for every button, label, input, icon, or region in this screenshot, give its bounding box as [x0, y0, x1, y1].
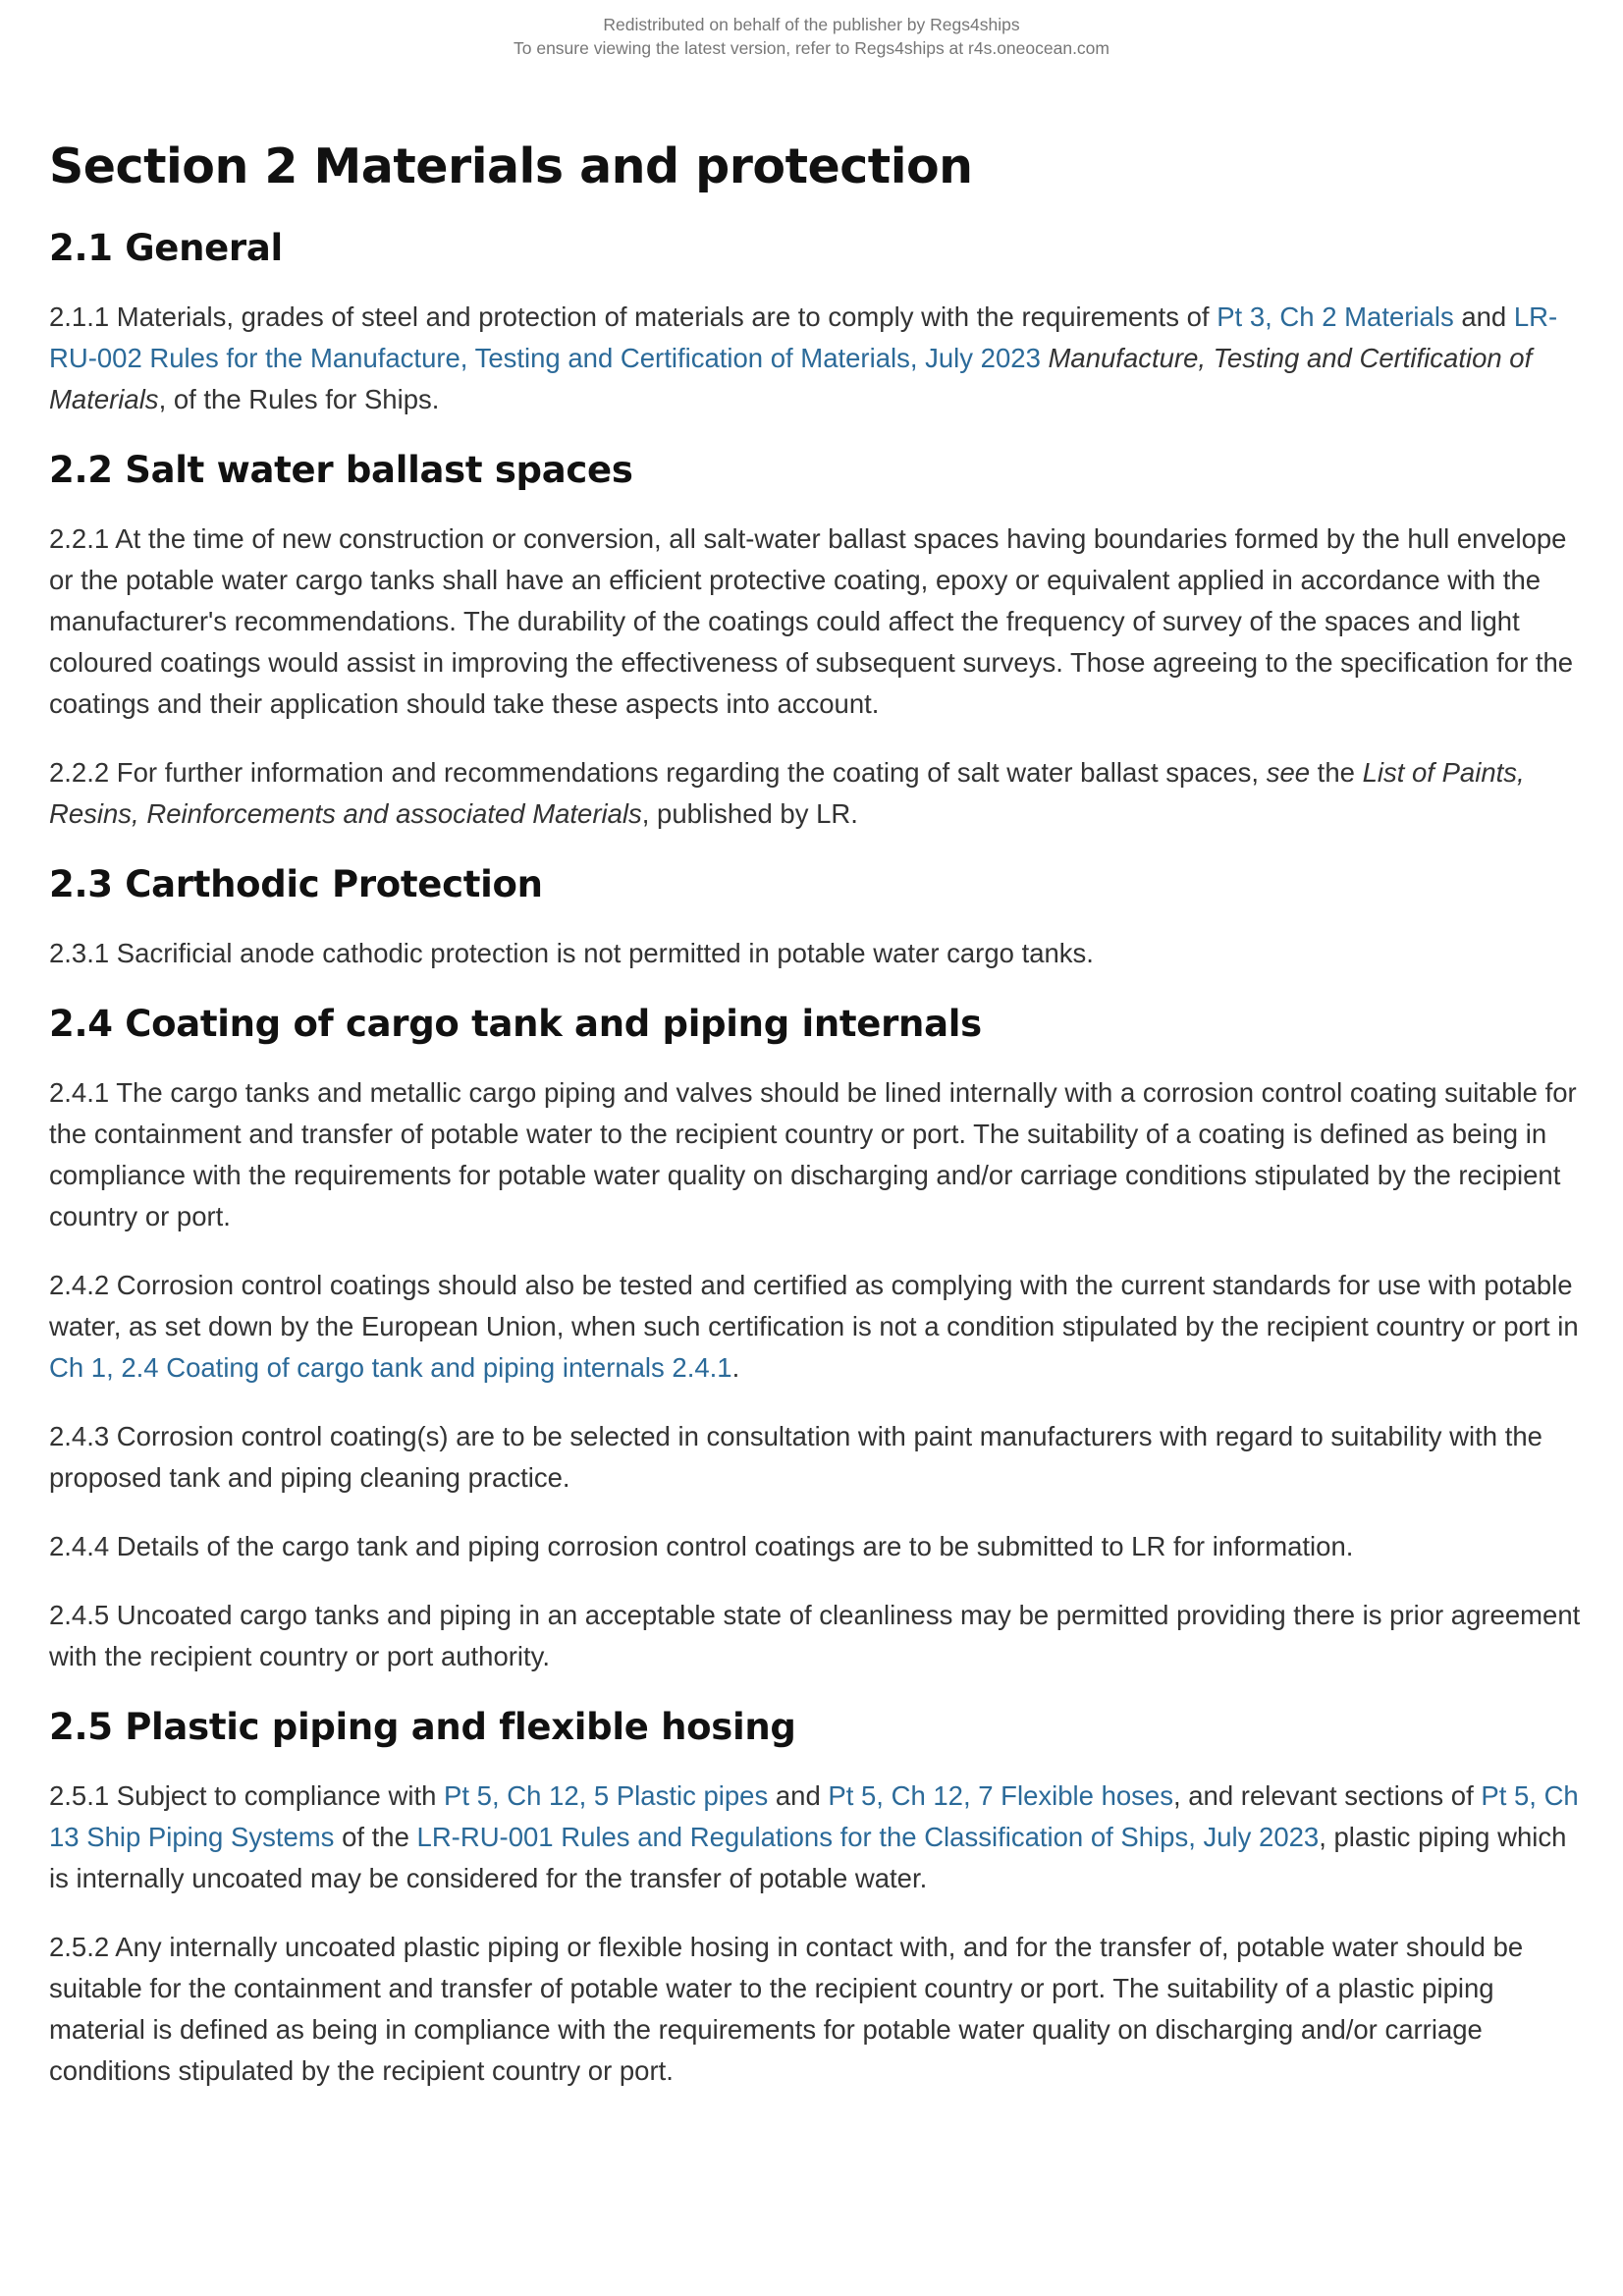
paragraph-2-2-1: 2.2.1 At the time of new construction or conversion, all salt-water ballast spaces having boundaries formed by the hull envelope or the potable water cargo tanks shall have an efficient protective coating, epoxy or equivalent applied in accordance with the manufacturer's recommendations. The durability of the coatings could affect the frequency of survey of the spaces and light coloured coatings would assist in improving the effectiveness of subsequent surveys. Those agreeing to the specification for the coatings and their application should take these aspects into account.: [49, 523, 1574, 719]
paragraph-2-4-4: 2.4.4 Details of the cargo tank and piping corrosion control coatings are to be submitted to LR for information.: [49, 1531, 1354, 1561]
heading-2-3: 2.3 Carthodic Protection: [49, 863, 543, 905]
text: , published by LR.: [641, 798, 858, 829]
link-ship-piping-systems[interactable]: Pt 5, Ch 13 Ship Piping Systems: [49, 1780, 1579, 1852]
paragraph-2-2-2: [49, 752, 1586, 835]
text: of the: [334, 1822, 417, 1852]
link-plastic-pipes[interactable]: Pt 5, Ch 12, 5 Plastic pipes: [444, 1780, 769, 1811]
link-lr-ru-001[interactable]: LR-RU-001 Rules and Regulations for the Classification of Ships, July 2023: [416, 1822, 1320, 1852]
text: , and relevant sections of: [1172, 1780, 1482, 1811]
heading-2-1: 2.1 General: [49, 227, 283, 269]
link-lr-ru-002[interactable]: LR-RU-002 Rules for the Manufacture, Testing and Certification of Materials, July 2023: [49, 301, 1558, 373]
heading-2-5: 2.5 Plastic piping and flexible hosing: [49, 1706, 796, 1748]
text: the: [1310, 757, 1363, 788]
text: 2.2.2 For further information and recommendations regarding the coating of salt water ballast spaces,: [49, 757, 1267, 788]
link-flexible-hoses[interactable]: Pt 5, Ch 12, 7 Flexible hoses: [828, 1780, 1173, 1811]
paragraph-2-4-2: [49, 1265, 1586, 1389]
paragraph-2-4-5: 2.4.5 Uncoated cargo tanks and piping in an acceptable state of cleanliness may be permitted providing there is prior agreement with the recipient country or port authority.: [49, 1600, 1581, 1671]
paragraph-2-4-3: 2.4.3 Corrosion control coating(s) are to be selected in consultation with paint manufacturers with regard to suitability with the proposed tank and piping cleaning practice.: [49, 1421, 1542, 1493]
banner-line-2: To ensure viewing the latest version, refer to Regs4ships at r4s.oneocean.com: [514, 38, 1109, 58]
emphasis-text: Manufacture, Testing and Certification of Materials: [49, 343, 1533, 414]
text: 2.1.1 Materials, grades of steel and protection of materials are to comply with the requirements of: [49, 301, 1217, 332]
heading-2-4: 2.4 Coating of cargo tank and piping internals: [49, 1003, 982, 1045]
link-pt3-ch2-materials[interactable]: Pt 3, Ch 2 Materials: [1217, 301, 1454, 332]
text: 2.4.2 Corrosion control coatings should also be tested and certified as complying with the current standards for use with potable water, as set down by the European Union, when such certification is not a condition stipulated by the recipient country or port in: [49, 1270, 1579, 1341]
redistribution-banner: [0, 13, 1623, 60]
link-ch1-2-4-1[interactable]: Ch 1, 2.4 Coating of cargo tank and piping internals 2.4.1: [49, 1352, 732, 1383]
text: , plastic piping which is internally uncoated may be considered for the transfer of potable water.: [49, 1822, 1567, 1893]
document-content: [49, 137, 1586, 2119]
emphasis-text: List of Paints, Resins, Reinforcements and associated Materials: [49, 757, 1525, 829]
text: , of the Rules for Ships.: [158, 384, 440, 414]
text: and: [768, 1780, 829, 1811]
text: [1041, 343, 1049, 373]
text: 2.5.1 Subject to compliance with: [49, 1780, 445, 1811]
paragraph-2-5-1: [49, 1776, 1586, 1899]
page-title: Section 2 Materials and protection: [49, 138, 973, 194]
paragraph-2-3-1: 2.3.1 Sacrificial anode cathodic protection is not permitted in potable water cargo tanks.: [49, 938, 1094, 968]
banner-line-1: Redistributed on behalf of the publisher by Regs4ships: [603, 15, 1020, 34]
paragraph-2-1-1: [49, 297, 1586, 420]
paragraph-2-4-1: 2.4.1 The cargo tanks and metallic cargo piping and valves should be lined internally with a corrosion control coating suitable for the containment and transfer of potable water to the recipient country or port. The suitability of a coating is defined as being in compliance with the requirements for potable water quality on discharging and/or carriage conditions stipulated by the recipient country or port.: [49, 1077, 1577, 1231]
emphasis-text: see: [1266, 757, 1311, 788]
paragraph-2-5-2: 2.5.2 Any internally uncoated plastic piping or flexible hosing in contact with, and for the transfer of, potable water should be suitable for the containment and transfer of potable water to the recipient country or port. The suitability of a plastic piping material is defined as being in compliance with the requirements for potable water quality on discharging and/or carriage conditions stipulated by the recipient country or port.: [49, 1932, 1524, 2086]
text: .: [731, 1352, 740, 1383]
text: and: [1453, 301, 1514, 332]
heading-2-2: 2.2 Salt water ballast spaces: [49, 449, 633, 491]
